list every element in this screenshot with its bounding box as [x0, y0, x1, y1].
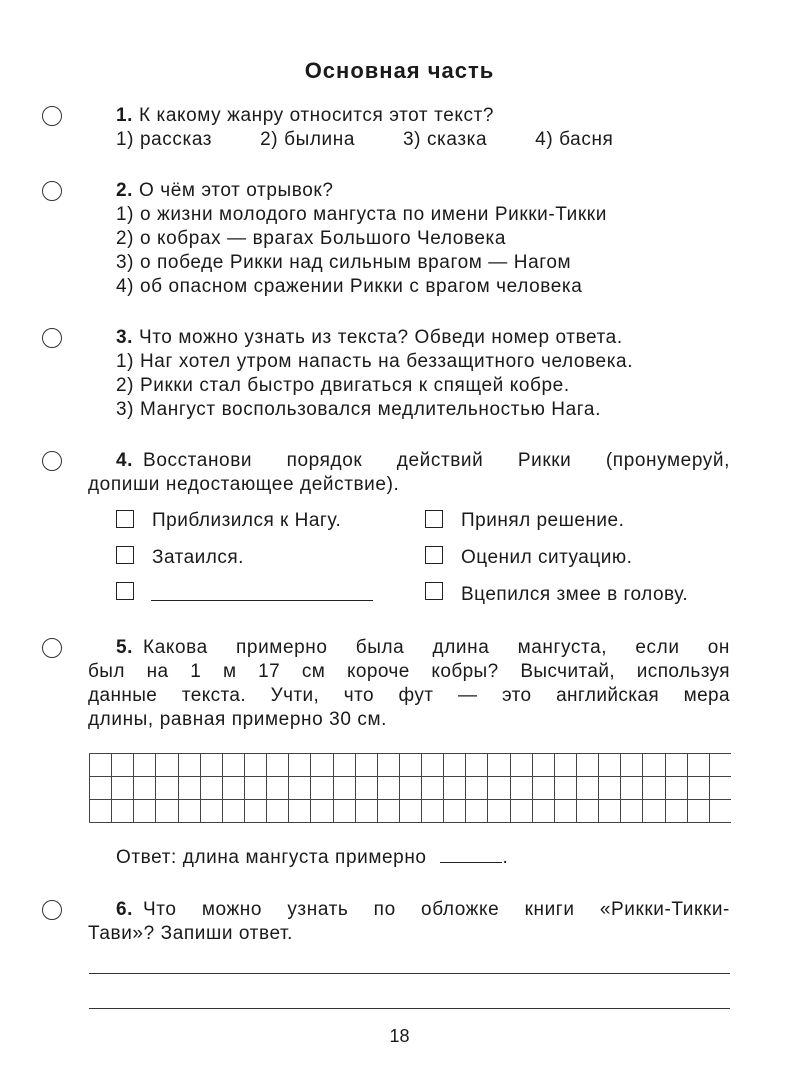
q6-answer-line-1[interactable] [89, 973, 730, 974]
page-number: 18 [389, 1026, 410, 1046]
section-title: Основная часть [304, 58, 495, 83]
q4-left-checkbox-2[interactable] [116, 546, 134, 564]
q5-question-line1 [116, 636, 730, 660]
q5-answer [116, 846, 508, 870]
q2-option-2[interactable]: 2) о кобрах — врагах Большого Человека [116, 228, 507, 249]
q4-left-checkbox-3[interactable] [116, 582, 134, 600]
q4-right-checkbox-2[interactable] [425, 546, 443, 564]
q4-right-checkbox-1[interactable] [425, 510, 443, 528]
q3-question [116, 326, 623, 350]
q5-answer-circle[interactable] [42, 638, 62, 658]
q6-text-line2: Тави»? Запиши ответ. [88, 923, 294, 944]
q3-number: 3. [116, 327, 134, 348]
q4-right-item-1: Принял решение. [461, 510, 625, 531]
calculation-grid[interactable] [89, 753, 731, 823]
q4-answer-circle[interactable] [42, 451, 62, 471]
q1-question [116, 104, 494, 128]
q1-options [116, 128, 613, 152]
q4-left-checkbox-1[interactable] [116, 510, 134, 528]
q2-option-4[interactable]: 4) об опасном сражении Рикки с врагом человека [116, 276, 583, 297]
q1-option-2[interactable]: 2) былина [260, 129, 355, 150]
q4-question [116, 449, 730, 473]
q2-answer-circle[interactable] [42, 181, 62, 201]
q1-text: К какому жанру относится этот текст? [138, 105, 495, 126]
q3-option-2[interactable]: 2) Рикки стал быстро двигаться к спящей кобре. [116, 375, 570, 396]
q1-number: 1. [116, 105, 134, 126]
q4-number: 4. [116, 450, 134, 471]
q5-text-line3: данные текста. Учти, что фут — это английская мера [88, 685, 730, 706]
q1-option-4[interactable]: 4) басня [535, 129, 614, 150]
q6-text-line1: Что можно узнать по обложке книги «Рикки-Тикки- [143, 899, 730, 920]
q2-option-3[interactable]: 3) о победе Рикки над сильным врагом — Нагом [116, 252, 572, 273]
q5-text-line4: длины, равная примерно 30 см. [88, 709, 388, 730]
q4-left-item-1: Приблизился к Нагу. [152, 510, 342, 531]
q3-text: Что можно узнать из текста? Обведи номер ответа. [138, 327, 623, 348]
q6-question-line1 [116, 898, 730, 922]
q5-answer-end: . [502, 847, 509, 868]
q2-option-1[interactable]: 1) о жизни молодого мангуста по имени Рикки-Тикки [116, 204, 607, 225]
q5-answer-label: Ответ: длина мангуста примерно [116, 847, 427, 868]
q4-right-item-2: Оценил ситуацию. [461, 547, 633, 568]
q4-left-item-2: Затаился. [152, 547, 244, 568]
q4-right-checkbox-3[interactable] [425, 582, 443, 600]
q6-answer-circle[interactable] [42, 900, 62, 920]
q5-text-line1: Какова примерно была длина мангуста, если он [143, 637, 730, 658]
q2-question [116, 179, 334, 203]
q6-number: 6. [116, 899, 134, 920]
q6-answer-line-2[interactable] [89, 1008, 730, 1009]
q5-text-line2: был на 1 м 17 см короче кобры? Высчитай, используя [88, 661, 730, 682]
q5-number: 5. [116, 637, 134, 658]
q4-text-line1: Восстанови порядок действий Рикки (пронумеруй, [143, 450, 730, 471]
q4-text-line2: допиши недостающее действие). [88, 474, 400, 495]
q1-option-1[interactable]: 1) рассказ [116, 129, 213, 150]
q4-blank-action-line[interactable] [151, 600, 373, 601]
q1-option-3[interactable]: 3) сказка [402, 129, 488, 150]
q2-text: О чём этот отрывок? [138, 180, 334, 201]
q1-answer-circle[interactable] [42, 106, 62, 126]
q5-answer-blank[interactable] [440, 848, 502, 863]
q2-number: 2. [116, 180, 134, 201]
q4-right-item-3: Вцепился змее в голову. [461, 584, 689, 605]
q3-option-3[interactable]: 3) Мангуст воспользовался медлительностью Нага. [116, 399, 601, 420]
q3-answer-circle[interactable] [42, 328, 62, 348]
q3-option-1[interactable]: 1) Наг хотел утром напасть на беззащитного человека. [116, 351, 634, 372]
